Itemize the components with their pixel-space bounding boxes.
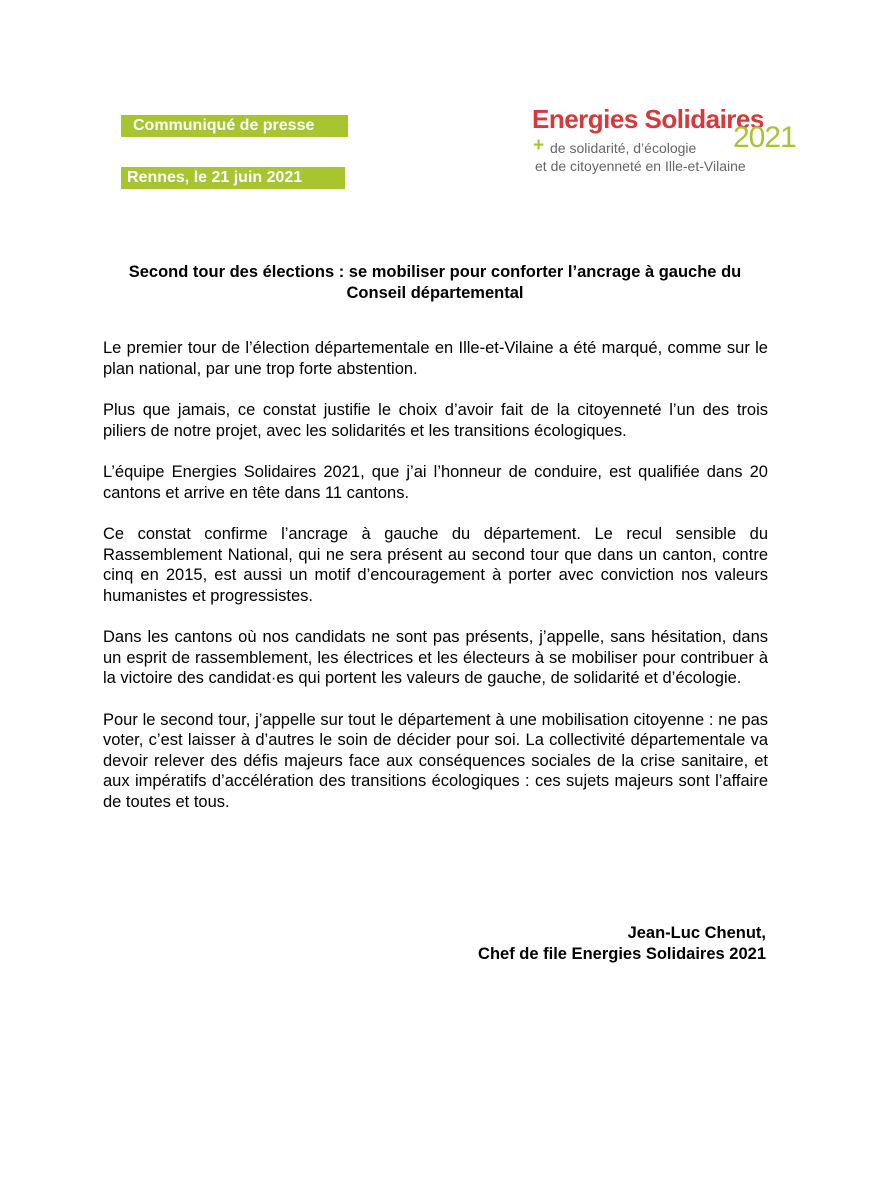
paragraph: Ce constat confirme l’ancrage à gauche du département. Le recul sensible du Rassemblement National, qui ne sera présent au second tour que dans un canton, contre cinq en 2015, est aussi un motif d’encouragement à porter avec conviction nos valeurs humanistes et progressistes.	[103, 525, 768, 605]
plus-icon: +	[533, 135, 545, 156]
date-label: Rennes, le 21 juin 2021	[121, 167, 345, 189]
logo-year: 2021	[733, 121, 796, 154]
press-release-body	[103, 338, 768, 833]
signature	[478, 923, 766, 965]
paragraph: Dans les cantons où nos candidats ne sont pas présents, j’appelle, sans hésitation, dans un esprit de rassemblement, les électrices et les électeurs à se mobiliser pour contribuer à la victoire des candidat·es qui portent les valeurs de gauche, de solidarité et d’écologie.	[103, 628, 768, 687]
paragraph: Plus que jamais, ce constat justifie le choix d’avoir fait de la citoyenneté l’un des trois piliers de notre projet, avec les solidarités et les transitions écologiques.	[103, 401, 768, 440]
signature-name: Jean-Luc Chenut,	[627, 924, 766, 942]
paragraph: L’équipe Energies Solidaires 2021, que j’ai l’honneur de conduire, est qualifiée dans 20 cantons et arrive en tête dans 11 cantons.	[103, 463, 768, 502]
title-line-1: Second tour des élections : se mobiliser pour conforter l’ancrage à gauche du	[128, 263, 742, 281]
communique-label: Communiqué de presse	[121, 115, 348, 137]
title-line-2: Conseil départemental	[346, 284, 524, 302]
logo-tagline-line1: de solidarité, d’écologie	[550, 140, 697, 156]
logo-tagline-line2: et de citoyenneté en Ille-et-Vilaine	[535, 158, 746, 174]
paragraph: Pour le second tour, j’appelle sur tout le département à une mobilisation citoyenne : ne pas voter, c’est laisser à d’autres le soin de décider pour soi. La collectivité départementale va devoir relever des défis majeurs face aux conséquences sociales de la crise sanitaire, et aux impératifs d’accélération des transitions écologiques : ces sujets majeurs sont l’affaire de toutes et tous.	[103, 710, 768, 811]
signature-role: Chef de file Energies Solidaires 2021	[478, 945, 766, 963]
logo-name: Energies Solidaires	[532, 104, 764, 134]
press-release-title	[100, 262, 770, 304]
energies-solidaires-logo	[528, 104, 796, 176]
paragraph: Le premier tour de l’élection départementale en Ille-et-Vilaine a été marqué, comme sur le plan national, par une trop forte abstention.	[103, 339, 768, 378]
